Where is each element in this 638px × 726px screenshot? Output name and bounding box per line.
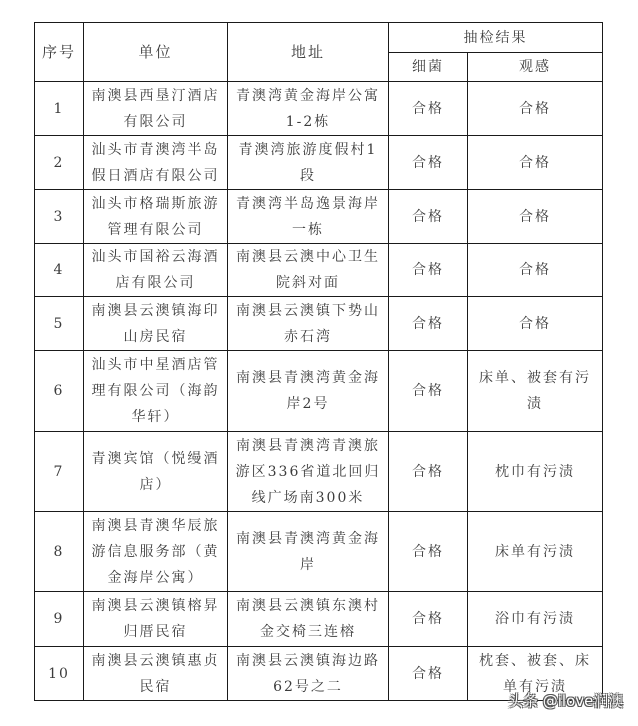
address-cell: 南澳县云澳镇东澳村金交椅三连榕 xyxy=(228,592,389,647)
seq-cell: 4 xyxy=(35,244,84,297)
unit-cell: 南澳县云澳镇榕昇归厝民宿 xyxy=(84,592,228,647)
unit-cell: 南澳县云澳镇海印山房民宿 xyxy=(84,297,228,351)
bacteria-cell: 合格 xyxy=(389,82,468,136)
bacteria-cell: 合格 xyxy=(389,432,468,512)
appearance-cell: 合格 xyxy=(468,190,603,244)
seq-cell: 5 xyxy=(35,297,84,351)
header-unit: 单位 xyxy=(84,23,228,82)
unit-cell: 南澳县青澳华辰旅游信息服务部（黄金海岸公寓） xyxy=(84,512,228,592)
bacteria-cell: 合格 xyxy=(389,512,468,592)
header-seq: 序号 xyxy=(35,23,84,82)
bacteria-cell: 合格 xyxy=(389,647,468,701)
table-row xyxy=(35,136,603,190)
table-row xyxy=(35,592,603,647)
watermark: 头条 @ilove润澳 xyxy=(508,692,624,710)
unit-cell: 汕头市中星酒店管理有限公司（海韵华轩） xyxy=(84,351,228,432)
bacteria-cell: 合格 xyxy=(389,351,468,432)
unit-cell: 汕头市格瑞斯旅游管理有限公司 xyxy=(84,190,228,244)
appearance-cell: 合格 xyxy=(468,136,603,190)
address-cell: 南澳县青澳湾黄金海岸2号 xyxy=(228,351,389,432)
table-row xyxy=(35,244,603,297)
appearance-cell: 浴巾有污渍 xyxy=(468,592,603,647)
unit-cell: 汕头市青澳湾半岛假日酒店有限公司 xyxy=(84,136,228,190)
inspection-results-table xyxy=(34,22,603,701)
seq-cell: 9 xyxy=(35,592,84,647)
bacteria-cell: 合格 xyxy=(389,190,468,244)
bacteria-cell: 合格 xyxy=(389,244,468,297)
address-cell: 南澳县云澳中心卫生院斜对面 xyxy=(228,244,389,297)
header-result-group: 抽检结果 xyxy=(389,23,603,53)
seq-cell: 1 xyxy=(35,82,84,136)
address-cell: 南澳县云澳镇海边路62号之二 xyxy=(228,647,389,701)
address-cell: 南澳县青澳湾黄金海岸 xyxy=(228,512,389,592)
table-row xyxy=(35,512,603,592)
unit-cell: 青澳宾馆（悦缦酒店） xyxy=(84,432,228,512)
bacteria-cell: 合格 xyxy=(389,136,468,190)
seq-cell: 8 xyxy=(35,512,84,592)
seq-cell: 7 xyxy=(35,432,84,512)
bacteria-cell: 合格 xyxy=(389,592,468,647)
header-address: 地址 xyxy=(228,23,389,82)
header-appearance: 观感 xyxy=(468,53,603,82)
appearance-cell: 床单有污渍 xyxy=(468,512,603,592)
seq-cell: 10 xyxy=(35,647,84,701)
address-cell: 南澳县云澳镇下势山赤石湾 xyxy=(228,297,389,351)
unit-cell: 汕头市国裕云海酒店有限公司 xyxy=(84,244,228,297)
unit-cell: 南澳县云澳镇惠贞民宿 xyxy=(84,647,228,701)
seq-cell: 3 xyxy=(35,190,84,244)
address-cell: 青澳湾半岛逸景海岸一栋 xyxy=(228,190,389,244)
appearance-cell: 枕套、被套、床单有污渍 xyxy=(468,647,603,701)
bacteria-cell: 合格 xyxy=(389,297,468,351)
appearance-cell: 床单、被套有污渍 xyxy=(468,351,603,432)
address-cell: 南澳县青澳湾青澳旅游区336省道北回归线广场南300米 xyxy=(228,432,389,512)
address-cell: 青澳湾旅游度假村1段 xyxy=(228,136,389,190)
seq-cell: 2 xyxy=(35,136,84,190)
seq-cell: 6 xyxy=(35,351,84,432)
table-row xyxy=(35,190,603,244)
table-row xyxy=(35,297,603,351)
appearance-cell: 合格 xyxy=(468,297,603,351)
header-bacteria: 细菌 xyxy=(389,53,468,82)
unit-cell: 南澳县西垦汀酒店有限公司 xyxy=(84,82,228,136)
appearance-cell: 合格 xyxy=(468,82,603,136)
table-row xyxy=(35,351,603,432)
address-cell: 青澳湾黄金海岸公寓1-2栋 xyxy=(228,82,389,136)
table-row xyxy=(35,432,603,512)
appearance-cell: 枕巾有污渍 xyxy=(468,432,603,512)
table-row xyxy=(35,82,603,136)
appearance-cell: 合格 xyxy=(468,244,603,297)
